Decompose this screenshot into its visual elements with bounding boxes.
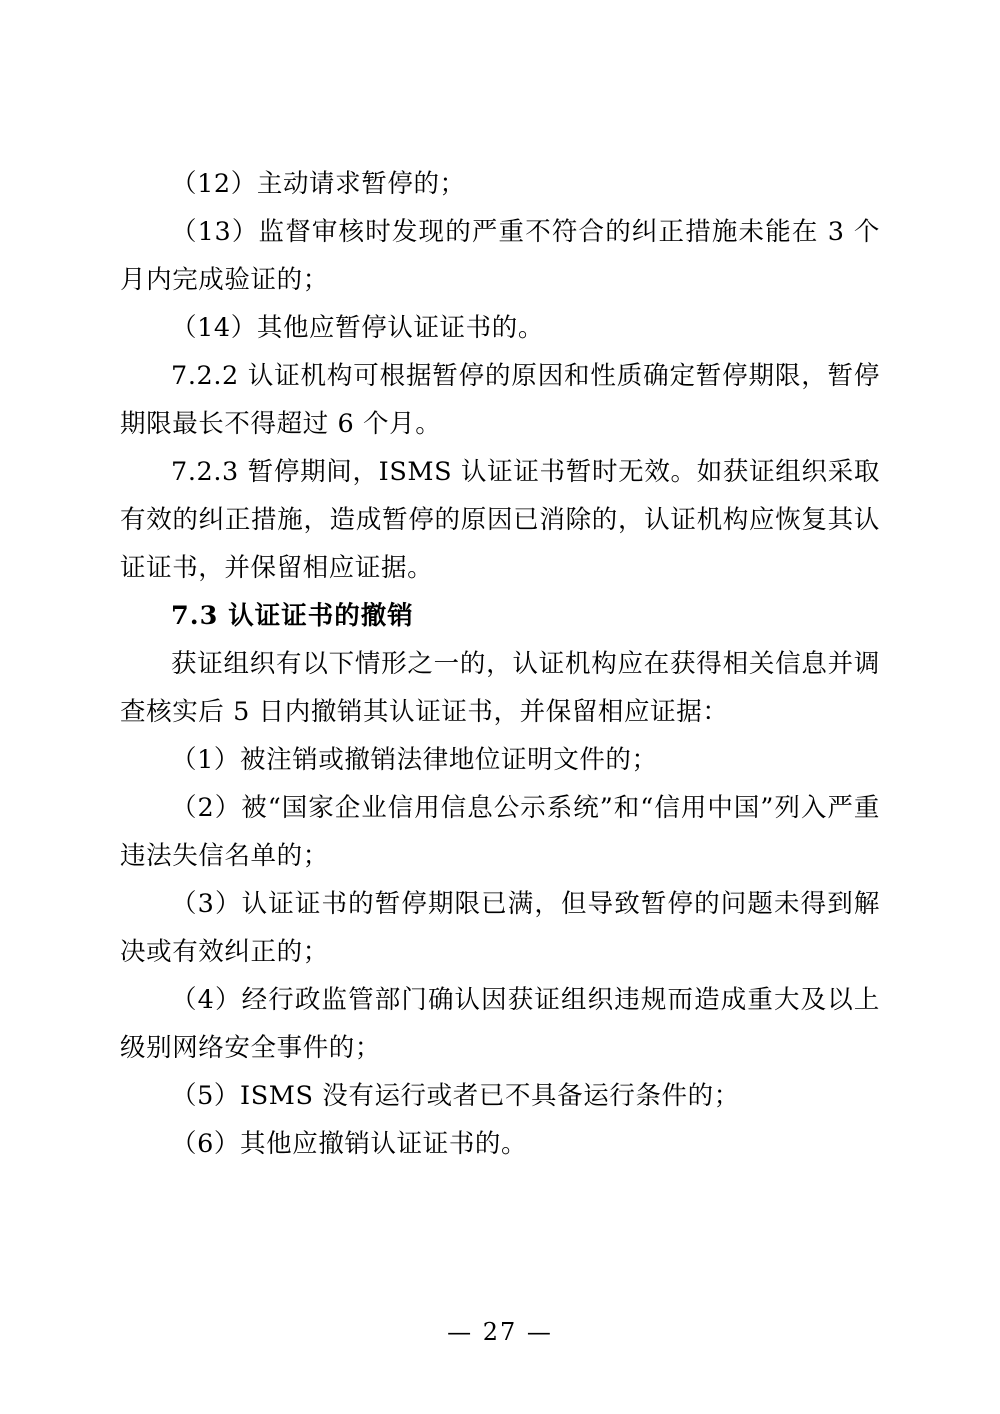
section-heading-7-3: 7.3 认证证书的撤销 [171,601,414,631]
list-item: （1）被注销或撤销法律地位证明文件的； [171,745,658,775]
list-item: （2）被“国家企业信用信息公示系统”和“信用中国”列入严重违法失信名单的； [120,793,880,871]
clause-7-2-3: 7.2.3 暂停期间，ISMS 认证证书暂时无效。如获证组织采取有效的纠正措施，造成暂停的原因已消除的，认证机构应恢复其认证证书，并保留相应证据。 [120,457,880,583]
list-item: （13）监督审核时发现的严重不符合的纠正措施未能在 3 个月内完成验证的； [120,217,880,295]
document-body [120,160,880,1168]
list-item: （5）ISMS 没有运行或者已不具备运行条件的； [171,1081,740,1111]
page-number: — 27 — [447,1318,553,1346]
list-item: （4）经行政监管部门确认因获证组织违规而造成重大及以上级别网络安全事件的； [120,985,880,1063]
paragraph-7-3-intro: 获证组织有以下情形之一的，认证机构应在获得相关信息并调查核实后 5 日内撤销其认证证书，并保留相应证据： [120,649,880,727]
list-item: （6）其他应撤销认证证书的。 [171,1129,528,1159]
list-item: （14）其他应暂停认证证书的。 [171,313,544,343]
list-item: （3）认证证书的暂停期限已满，但导致暂停的问题未得到解决或有效纠正的； [120,889,880,967]
clause-7-2-2: 7.2.2 认证机构可根据暂停的原因和性质确定暂停期限，暂停期限最长不得超过 6 个月。 [120,361,880,439]
list-item: （12）主动请求暂停的； [171,169,466,199]
